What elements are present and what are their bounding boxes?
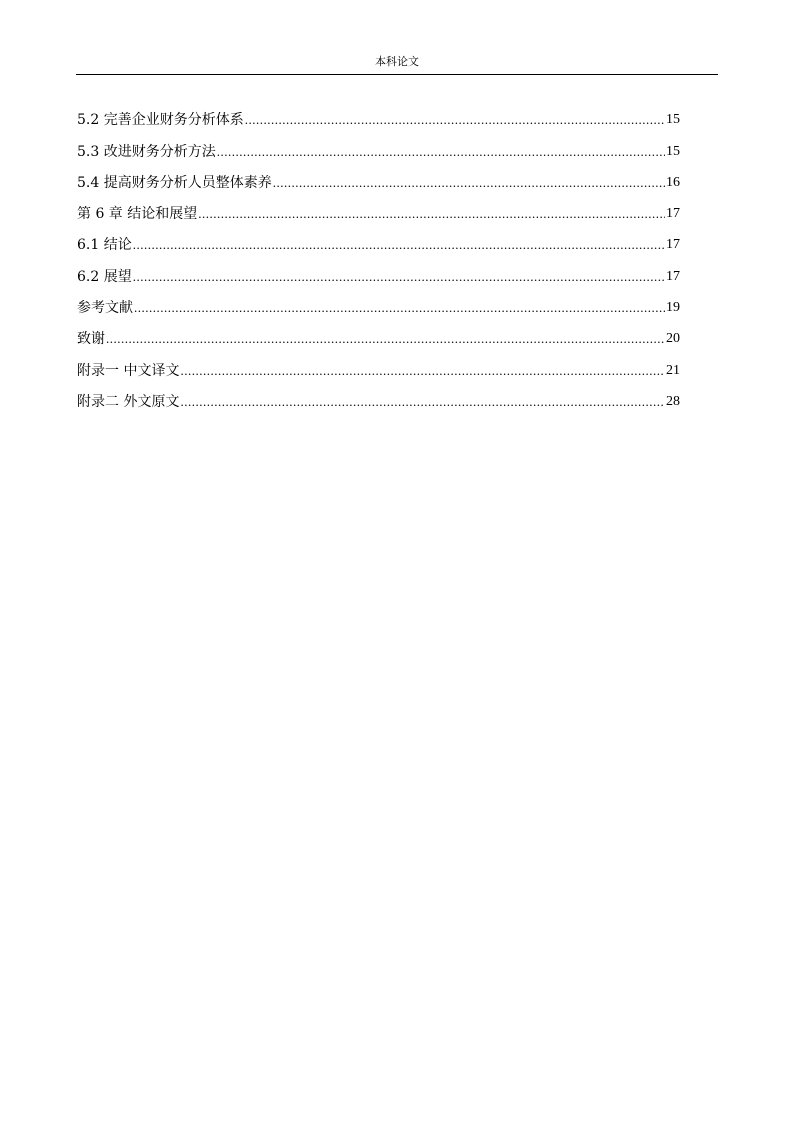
- toc-page-number: 17: [666, 268, 680, 284]
- toc-entry-acknowledgements[interactable]: [77, 319, 680, 350]
- toc-page-number: 21: [666, 362, 680, 378]
- toc-entry-label: 第 6 章 结论和展望: [77, 206, 198, 223]
- toc-dot-leader: [134, 297, 665, 319]
- toc-page-number: 17: [666, 237, 680, 253]
- toc-entry-label: 附录一 中文译文: [77, 362, 180, 379]
- toc-entry-6-1[interactable]: [77, 225, 680, 256]
- page-header: [76, 54, 718, 75]
- toc-dot-leader: [180, 360, 665, 382]
- toc-dot-leader: [273, 172, 665, 194]
- toc-entry-6-2[interactable]: [77, 256, 680, 287]
- toc-entry-5-3[interactable]: [77, 131, 680, 162]
- toc-dot-leader: [217, 141, 665, 163]
- toc-page-number: 19: [666, 300, 680, 316]
- toc-entry-appendix-1[interactable]: [77, 350, 680, 381]
- toc-dot-leader: [245, 109, 665, 131]
- toc-entry-label: 5.3 改进财务分析方法: [77, 143, 216, 160]
- toc-page-number: 20: [666, 331, 680, 347]
- toc-entry-appendix-2[interactable]: [77, 382, 680, 413]
- toc-entry-label: 6.1 结论: [77, 237, 132, 254]
- toc-page-number: 15: [666, 143, 680, 159]
- toc-dot-leader: [133, 234, 665, 256]
- toc-dot-leader: [133, 266, 665, 288]
- table-of-contents: [77, 100, 680, 413]
- toc-page-number: 17: [666, 206, 680, 222]
- toc-page-number: 16: [666, 174, 680, 190]
- toc-dot-leader: [180, 391, 665, 413]
- toc-page-number: 28: [666, 393, 680, 409]
- toc-entry-references[interactable]: [77, 288, 680, 319]
- toc-dot-leader: [106, 328, 665, 350]
- toc-entry-label: 5.4 提高财务分析人员整体素养: [77, 174, 272, 191]
- toc-entry-label: 6.2 展望: [77, 268, 132, 285]
- toc-entry-label: 5.2 完善企业财务分析体系: [77, 112, 244, 129]
- toc-entry-chapter-6[interactable]: [77, 194, 680, 225]
- toc-entry-5-2[interactable]: [77, 100, 680, 131]
- toc-page-number: 15: [666, 112, 680, 128]
- toc-entry-label: 参考文献: [77, 300, 133, 317]
- toc-entry-5-4[interactable]: [77, 163, 680, 194]
- toc-dot-leader: [198, 203, 665, 225]
- toc-entry-label: 致谢: [77, 331, 105, 348]
- toc-entry-label: 附录二 外文原文: [77, 393, 180, 410]
- header-title: 本科论文: [375, 55, 419, 68]
